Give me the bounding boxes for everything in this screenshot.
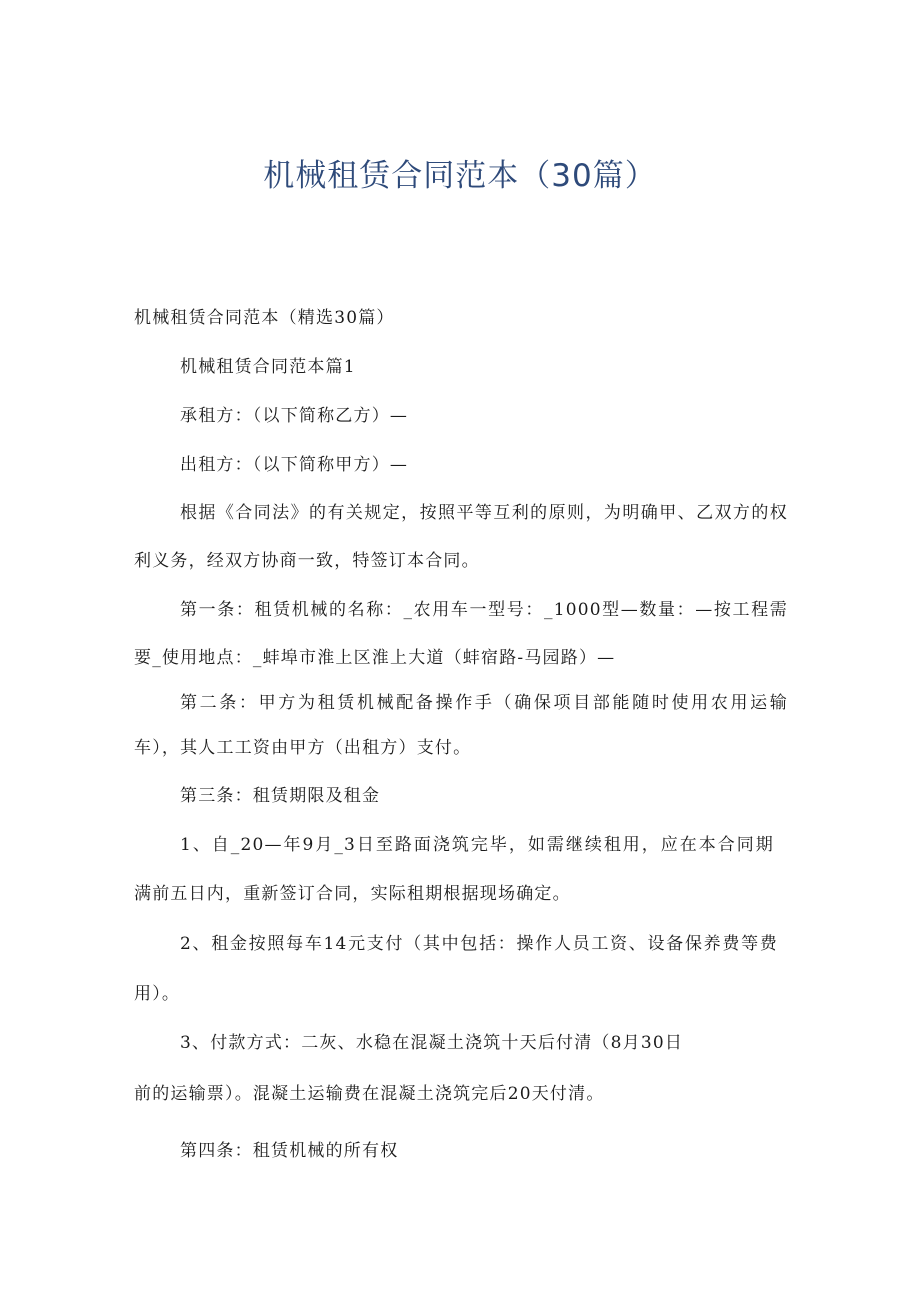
- article1-line-2: 要_使用地点：_蚌埠市淮上区淮上大道（蚌宿路-马园路）—: [134, 648, 616, 668]
- item1-line-1: 1、自_20—年9月_3日至路面浇筑完毕，如需继续租用，应在本合同期: [180, 835, 774, 855]
- item2-line-2: 用）。: [134, 984, 181, 1004]
- lessor-line: 出租方：（以下简称甲方）—: [180, 455, 409, 475]
- article3-heading: 第三条：租赁期限及租金: [180, 786, 381, 806]
- section-heading: 机械租赁合同范本篇1: [180, 357, 356, 377]
- article1-line-1: 第一条：租赁机械的名称：_农用车一型号：_1000型—数量：—按工程需: [180, 600, 788, 620]
- item1-line-2: 满前五日内，重新签订合同，实际租期根据现场确定。: [134, 884, 571, 904]
- article2-line-1: 第二条：甲方为租赁机械配备操作手（确保项目部能随时使用农用运输: [180, 693, 788, 713]
- preamble-line-1: 根据《合同法》的有关规定，按照平等互利的原则，为明确甲、乙双方的权: [180, 503, 788, 523]
- document-title: 机械租赁合同范本（30篇）: [263, 158, 657, 194]
- lessee-line: 承租方：（以下简称乙方）—: [180, 406, 409, 426]
- article2-line-2: 车），其人工工资由甲方（出租方）支付。: [134, 738, 472, 758]
- document-subtitle: 机械租赁合同范本（精选30篇）: [134, 308, 395, 328]
- item3-line-2: 前的运输票）。混凝土运输费在混凝土浇筑完后20天付清。: [134, 1084, 605, 1104]
- item3-line-1: 3、付款方式：二灰、水稳在混凝土浇筑十天后付清（8月30日: [180, 1033, 684, 1053]
- item2-line-1: 2、租金按照每车14元支付（其中包括：操作人员工资、设备保养费等费: [180, 934, 778, 954]
- preamble-line-2: 利义务，经双方协商一致，特签订本合同。: [134, 551, 480, 571]
- article4-heading: 第四条：租赁机械的所有权: [180, 1141, 399, 1161]
